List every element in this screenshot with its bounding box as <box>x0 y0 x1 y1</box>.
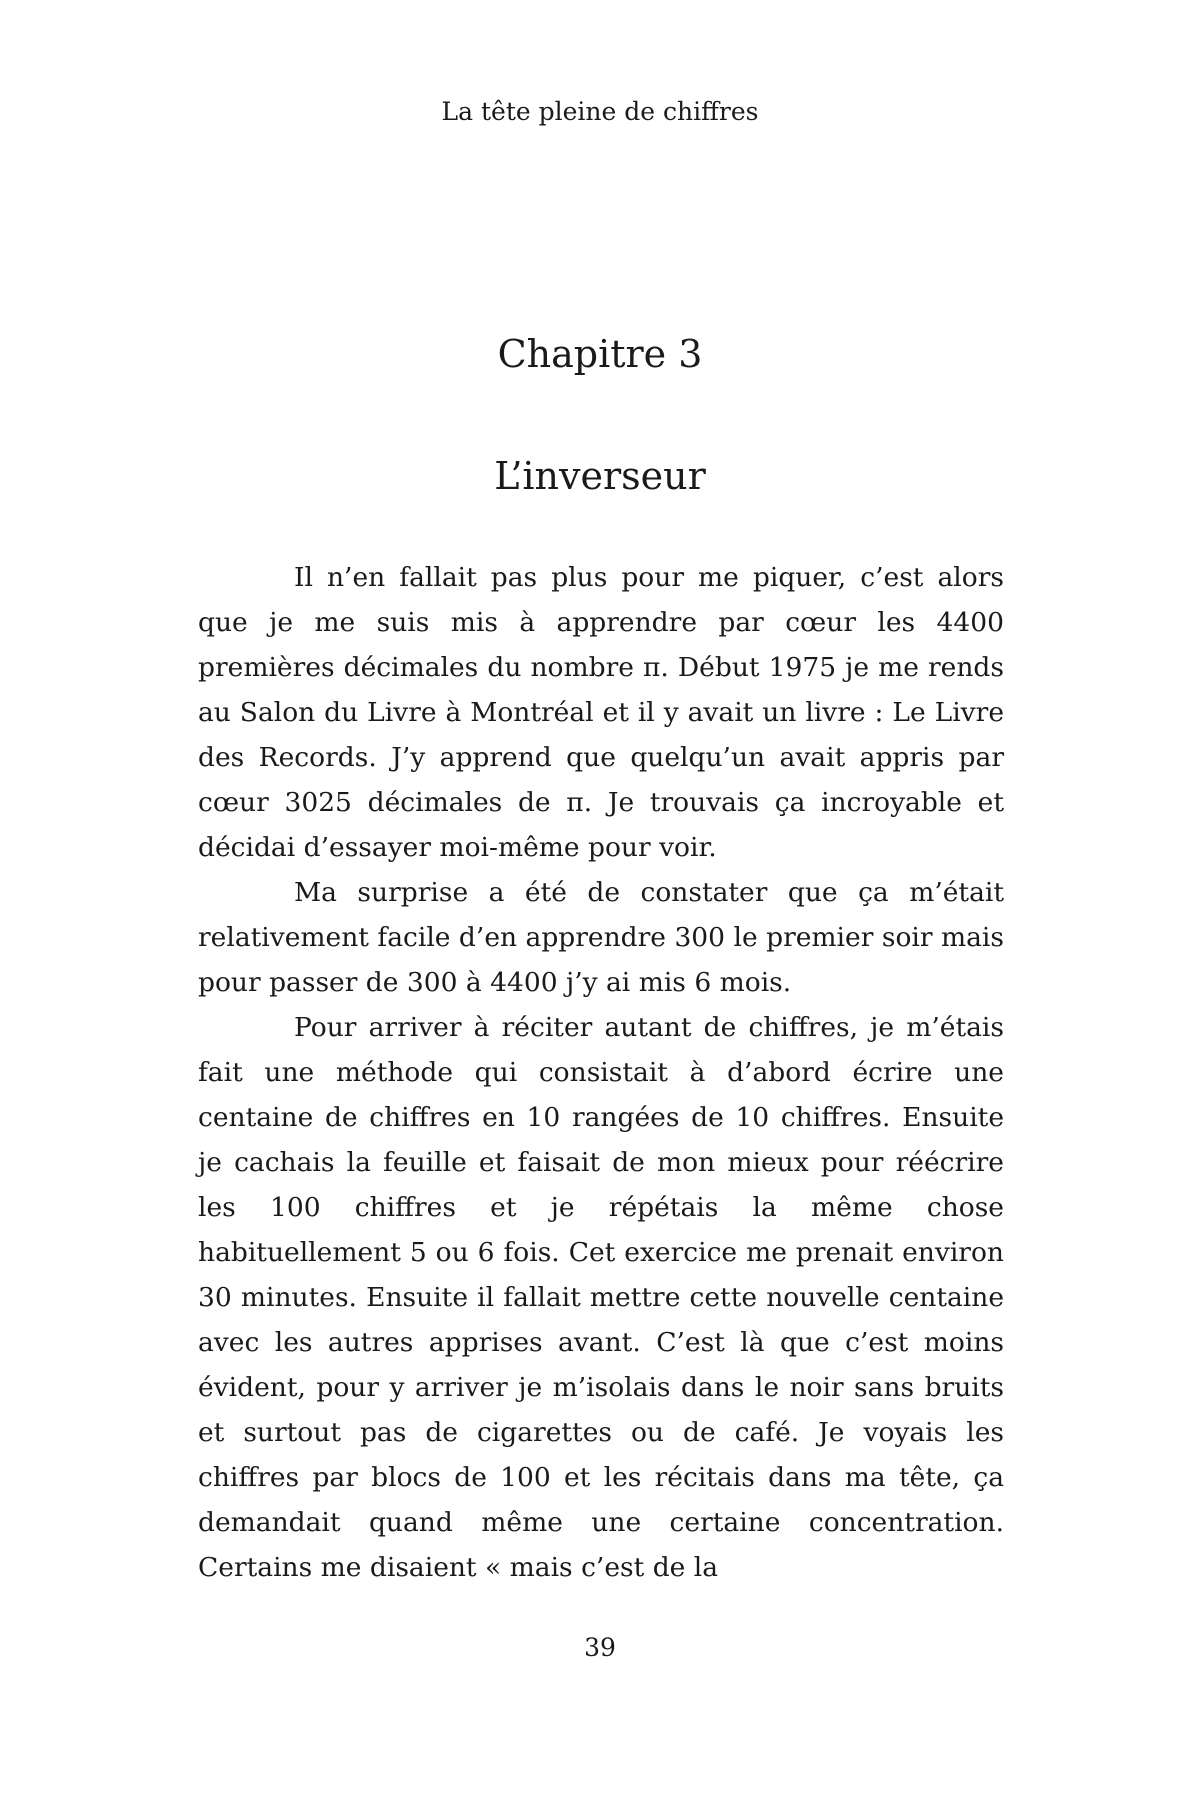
running-header: La tête pleine de chiffres <box>441 97 759 126</box>
paragraph: Ma surprise a été de constater que ça m’était relativement facile d’en apprendre 300 le premier soir mais pour passer de 300 à 4400 j’y ai mis 6 mois. <box>198 877 1004 998</box>
paragraph: Il n’en fallait pas plus pour me piquer, c’est alors que je me suis mis à apprendre par cœur les 4400 premières décimales du nombre π. Début 1975 je me rends au Salon du Livre à Montréal et il y avait un livre : Le Livre des Records. J’y apprend que quelqu’un avait appris par cœur 3025 décimales de π. Je trouvais ça incroyable et décidai d’essayer moi-même pour voir. <box>198 562 1004 863</box>
page-number: 39 <box>584 1633 616 1662</box>
chapter-number: Chapitre 3 <box>497 332 703 376</box>
chapter-title: L’inverseur <box>494 454 706 498</box>
paragraph: Pour arriver à réciter autant de chiffres, je m’étais fait une méthode qui consistait à d’abord écrire une centaine de chiffres en 10 rangées de 10 chiffres. Ensuite je cachais la feuille et faisait de mon mieux pour réécrire les 100 chiffres et je répétais la même chose habituellement 5 ou 6 fois. Cet exercice me prenait environ 30 minutes. Ensuite il fallait mettre cette nouvelle centaine avec les autres apprises avant. C’est là que c’est moins évident, pour y arriver je m’isolais dans le noir sans bruits et surtout pas de cigarettes ou de café. Je voyais les chiffres par blocs de 100 et les récitais dans ma tête, ça demandait quand même une certaine concentration. Certains me disaient « mais c’est de la <box>198 1012 1004 1583</box>
body-text <box>198 555 1004 1590</box>
